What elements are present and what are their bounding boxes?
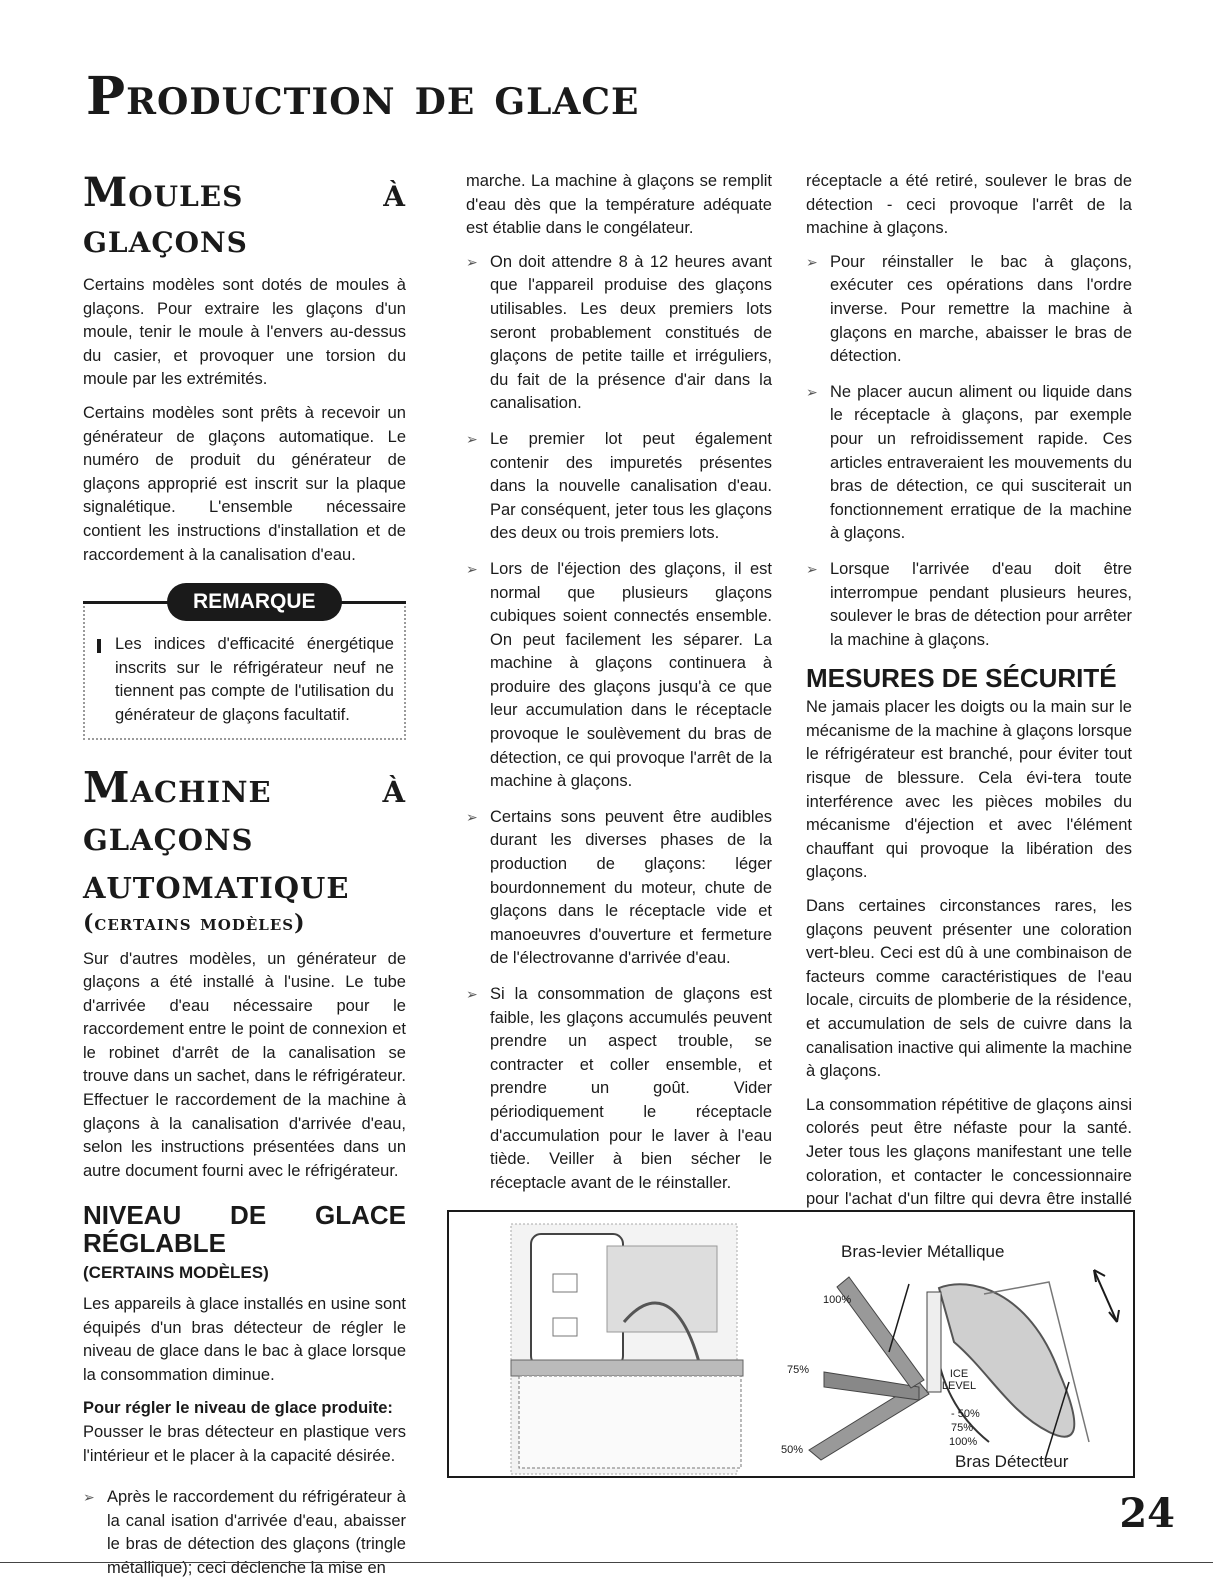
page-title: Production de glace — [86, 66, 640, 127]
list-item: ➢ On doit attendre 8 à 12 heures avant que l'appareil produise des glaçons utilisables. Les deux premiers lots seront probablement constitués de glaçons de petite taille et irréguliers, du fait de la présence d'air dans la canalisation. — [466, 251, 772, 416]
bold-instruction: Pour régler le niveau de glace produite: — [83, 1399, 393, 1418]
paragraph: Certains modèles sont prêts à recevoir un générateur de glaçons automatique. Le numéro de produit du générateur de glaçons approprié est inscrit sur la plaque signalétique. L'ensemble nécessaire contient les instructions d'installation et de raccordement à la canalisation d'eau. — [83, 403, 406, 564]
list-item: ➢ Pour réinstaller le bac à glaçons, exécuter ces opérations dans l'ordre inverse. Pour remettre la machine à glaçons en marche, abaisser le bras de détection. — [806, 251, 1132, 369]
bullet-list — [466, 251, 772, 1326]
section-subtitle-machine: (certains modèles) — [83, 909, 306, 936]
paragraph: Les appareils à glace installés en usine sont équipés d'un bras détecteur de régler le niveau de glace dans le bac à glace lorsque la consommation diminue. — [83, 1295, 406, 1384]
paragraph: Dans certaines circonstances rares, les glaçons peuvent présenter une coloration vert-bleu. Ceci est dû à une combinaison de facteurs comme caractéristiques de l'eau locale, circuits de plomberie de la résidence, et accumulation de sels de cuivre dans la canalisation inactive qui alimente la machine à glaçons. — [806, 897, 1132, 1081]
page-number: 24 — [1119, 1490, 1175, 1537]
list-item: ➢ Lorsque l'arrivée d'eau doit être interrompue pendant plusieurs heures, soulever le bras de détection pour arrêter la machine à glaçons. — [806, 558, 1132, 652]
paragraph: Ne jamais placer les doigts ou la main sur le mécanisme de la machine à glaçons lorsque le réfrigérateur est branché, pour éviter tout risque de blessure. Cela évi-tera toute interférence avec les pièces mobiles du mécanisme d'éjection et avec l'élément chauffant qui provoque la libération des glaçons. — [806, 698, 1132, 882]
column-2 — [466, 170, 772, 1337]
list-item: ➢ Après le raccordement du réfrigérateur à la canal isation d'arrivée d'eau, abaisser le bras de détection des glaçons (tringle métallique); ceci déclenche la mise en — [83, 1486, 406, 1580]
dial-title: ICE LEVEL — [941, 1368, 977, 1392]
paragraph: marche. La machine à glaçons se remplit d'eau dès que la température adéquate est établie dans le congélateur. — [466, 172, 772, 238]
column-1 — [83, 170, 406, 1593]
paragraph: La consommation répétitive de glaçons ainsi colorés peut être néfaste pour la santé. Jeter tous les glaçons manifestant une telle coloration, et contacter le concessionnaire pour l'achat d'un filtre qui devra être installé — [806, 1095, 1132, 1209]
ice-maker-illustration — [449, 1212, 1133, 1476]
section-title-securite: MESURES DE SÉCURITÉ — [806, 663, 1117, 694]
paragraph: réceptacle a été retiré, soulever le bras de détection - ceci provoque l'arrêt de la machine à glaçons. — [806, 172, 1132, 238]
level-100-label: 100% — [823, 1294, 852, 1306]
bullet-list — [806, 251, 1132, 653]
figure-label-bottom: Bras Détecteur — [955, 1452, 1069, 1471]
paragraph: Pousser le bras détecteur en plastique vers l'intérieur et le placer à la capacité désirée. — [83, 1423, 406, 1465]
dial-75-label: 75% — [951, 1422, 974, 1434]
section-title-moules: Moules à glaçons — [83, 169, 406, 262]
note-label: REMARQUE — [167, 583, 342, 621]
section-title-niveau: NIVEAU DE GLACE RÉGLABLE — [83, 1200, 406, 1259]
paragraph: Certains modèles sont dotés de moules à glaçons. Pour extraire les glaçons d'un moule, tenir le moule à l'envers au-dessus du casier, et provoquer une torsion du moule par les extrémités. — [83, 276, 406, 389]
bullet-list — [83, 1486, 406, 1580]
footer-rule — [0, 1562, 1213, 1563]
paragraph: Sur d'autres modèles, un générateur de glaçons a été installé à l'usine. Le tube d'arrivée d'eau nécessaire pour le raccordement entre le point de connexion et le robinet d'arrêt de la canalisation se trouve dans un sachet, dans le réfrigérateur. Effectuer le raccordement de la machine à glaçons à la canalisation d'arrivée d'eau, selon les instructions présentées dans un autre document fourni avec le réfrigérateur. — [83, 949, 406, 1180]
list-item: ➢ Certains sons peuvent être audibles durant les diverses phases de la production de glaçons: léger bourdonnement du moteur, chute de glaçons dans le réceptacle vide et manoeuvres d'ouverture et fermeture de l'électrovanne d'arrivée d'eau. — [466, 806, 772, 971]
list-item: ➢ Lors de l'éjection des glaçons, il est normal que plusieurs glaçons cubiques soient connectés ensemble. On peut facilement les séparer. La machine à glaçons continuera à produire des glaçons jusqu'à ce que leur accumulation dans le réceptacle provoque le soulèvement du bras de détection, ce qui provoque l'arrêt de la machine à glaçons. — [466, 558, 772, 794]
section-title-machine: Machine à glaçons automatique — [83, 762, 406, 908]
list-item: ➢ Ne placer aucun aliment ou liquide dans le réceptacle à glaçons, par exemple pour un refroidissement rapide. Ces articles entraveraient les mouvements du bras de détection, ce qui susciterait un fonctionnement erratique de la machine à glaçons. — [806, 381, 1132, 546]
list-item: ➢ Le premier lot peut également contenir des impuretés présentes dans la nouvelle canalisation d'eau. Par conséquent, jeter tous les glaçons des deux ou trois premiers lots. — [466, 428, 772, 546]
column-3 — [806, 170, 1132, 1245]
note-box — [83, 590, 406, 739]
note-bullet-icon — [97, 639, 101, 653]
level-50-label: 50% — [781, 1444, 804, 1456]
dial-50-label: - 50% — [951, 1408, 980, 1420]
figure-label-top: Bras-levier Métallique — [841, 1242, 1005, 1261]
dial-100-label: 100% — [949, 1436, 978, 1448]
list-item: ➢ Si la consommation de glaçons est faible, les glaçons accumulés peuvent prendre un aspect trouble, se contracter et coller ensemble, et prendre un goût. Vider périodiquement le réceptacle d'accumulation pour le laver à l'eau tiède. Veiller à bien sécher le réceptacle avant de le réinstaller. — [466, 983, 772, 1195]
ice-level-figure — [447, 1210, 1135, 1478]
section-subtitle-niveau: (CERTAINS MODÈLES) — [83, 1263, 269, 1283]
level-75-label: 75% — [787, 1364, 810, 1376]
note-text: Les indices d'efficacité énergétique inscrits sur le réfrigérateur neuf ne tiennent pas compte de l'utilisation du générateur de glaçons facultatif. — [115, 635, 394, 724]
